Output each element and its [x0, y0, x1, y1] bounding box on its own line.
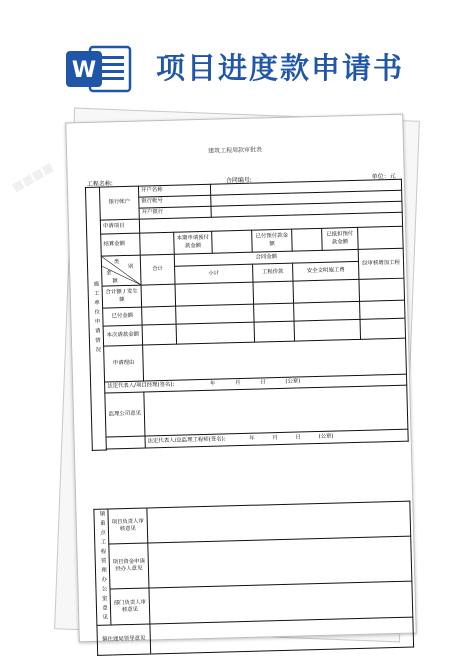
form-sheet [65, 114, 416, 643]
seal-label: (公章) [285, 378, 301, 386]
leader-opinion-value [150, 617, 414, 654]
subtotal-label: 小计 [175, 264, 253, 284]
watermark: ■■■■ [9, 159, 56, 195]
year-label: 年 [209, 381, 216, 388]
account-name-label: 开户名称 [138, 184, 210, 197]
safety-fee-label: 安全文明施工费 [293, 261, 359, 281]
current-apply-label: 本次请款金额 [103, 325, 143, 346]
approval-table [85, 179, 409, 451]
pm-opinion-label: 项目负责人审核意见 [108, 508, 148, 544]
bank-label: 开户银行 [139, 206, 211, 219]
diag-category: 类 [113, 259, 120, 266]
settle-amount-label: 结算金额 [101, 233, 141, 256]
office-label: 镇重点工程管理办公室意见 [94, 509, 111, 625]
diag-amount2: 额 [112, 278, 118, 285]
seal-label: (公章) [318, 433, 334, 440]
dept-opinion-label: 部门负责人审核意见 [110, 588, 150, 624]
apply-project-label: 申请项目 [100, 219, 139, 234]
project-name-label: 工程名称: [86, 180, 113, 188]
audit-add-label: 经审核增加工程 [358, 248, 404, 279]
paid-prepay-label: 已付预付款金额 [252, 229, 293, 252]
day-label: 日 [260, 379, 266, 386]
paid-amount-label: 已付金额 [103, 307, 142, 326]
word-icon [64, 45, 134, 93]
svg-text:W: W [71, 58, 97, 83]
reason-label: 申请理由 [104, 345, 144, 382]
fund-opinion-value [148, 537, 412, 589]
year-label: 年 [249, 435, 255, 442]
month-label: 月 [272, 435, 278, 442]
bank-no-label: 银行帐号 [139, 195, 211, 208]
form-title: 建筑工程周款审批表 [207, 146, 263, 155]
diag-other: 别 [127, 263, 134, 270]
supervisor-sign-label: 法定代表人/总监理工程师(签名): [147, 436, 226, 445]
leader-opinion-label: 镇住建局领导意见 [97, 624, 151, 655]
unit-label: 单位：元 [371, 172, 396, 181]
month-label: 月 [235, 380, 241, 387]
total-label: 合计 [140, 254, 175, 285]
header-banner [0, 0, 474, 110]
current-prepay-label: 本期申请预付款金额 [174, 231, 213, 254]
supervisor-opinion-value [144, 385, 408, 436]
fund-opinion-label: 项目资金申请经办人意见 [109, 543, 149, 589]
diag-amount: 金 [106, 270, 112, 277]
supervisor-opinion-label: 监理公司意见 [105, 392, 145, 437]
day-label: 日 [295, 434, 301, 441]
contract-no-label: 合同编号: [225, 176, 252, 185]
deducted-prepay-label: 已抵扣预付款金额 [322, 227, 359, 250]
document-title: 项目进度款申请书 [156, 51, 405, 85]
project-price-label: 工程价款 [253, 263, 293, 282]
contract-amount-label: 合同金额 [174, 249, 358, 266]
diagonal-header-cell [101, 255, 141, 286]
bank-account-label: 银行帐户 [99, 186, 139, 220]
legal-sign-label: 法定代表人/项目经理(签名): [107, 382, 175, 390]
cum-label: 合计额 / 发生额 [102, 285, 142, 308]
left-section-label: 施工单位申请情况 [85, 187, 106, 450]
office-opinion-table [93, 501, 414, 656]
